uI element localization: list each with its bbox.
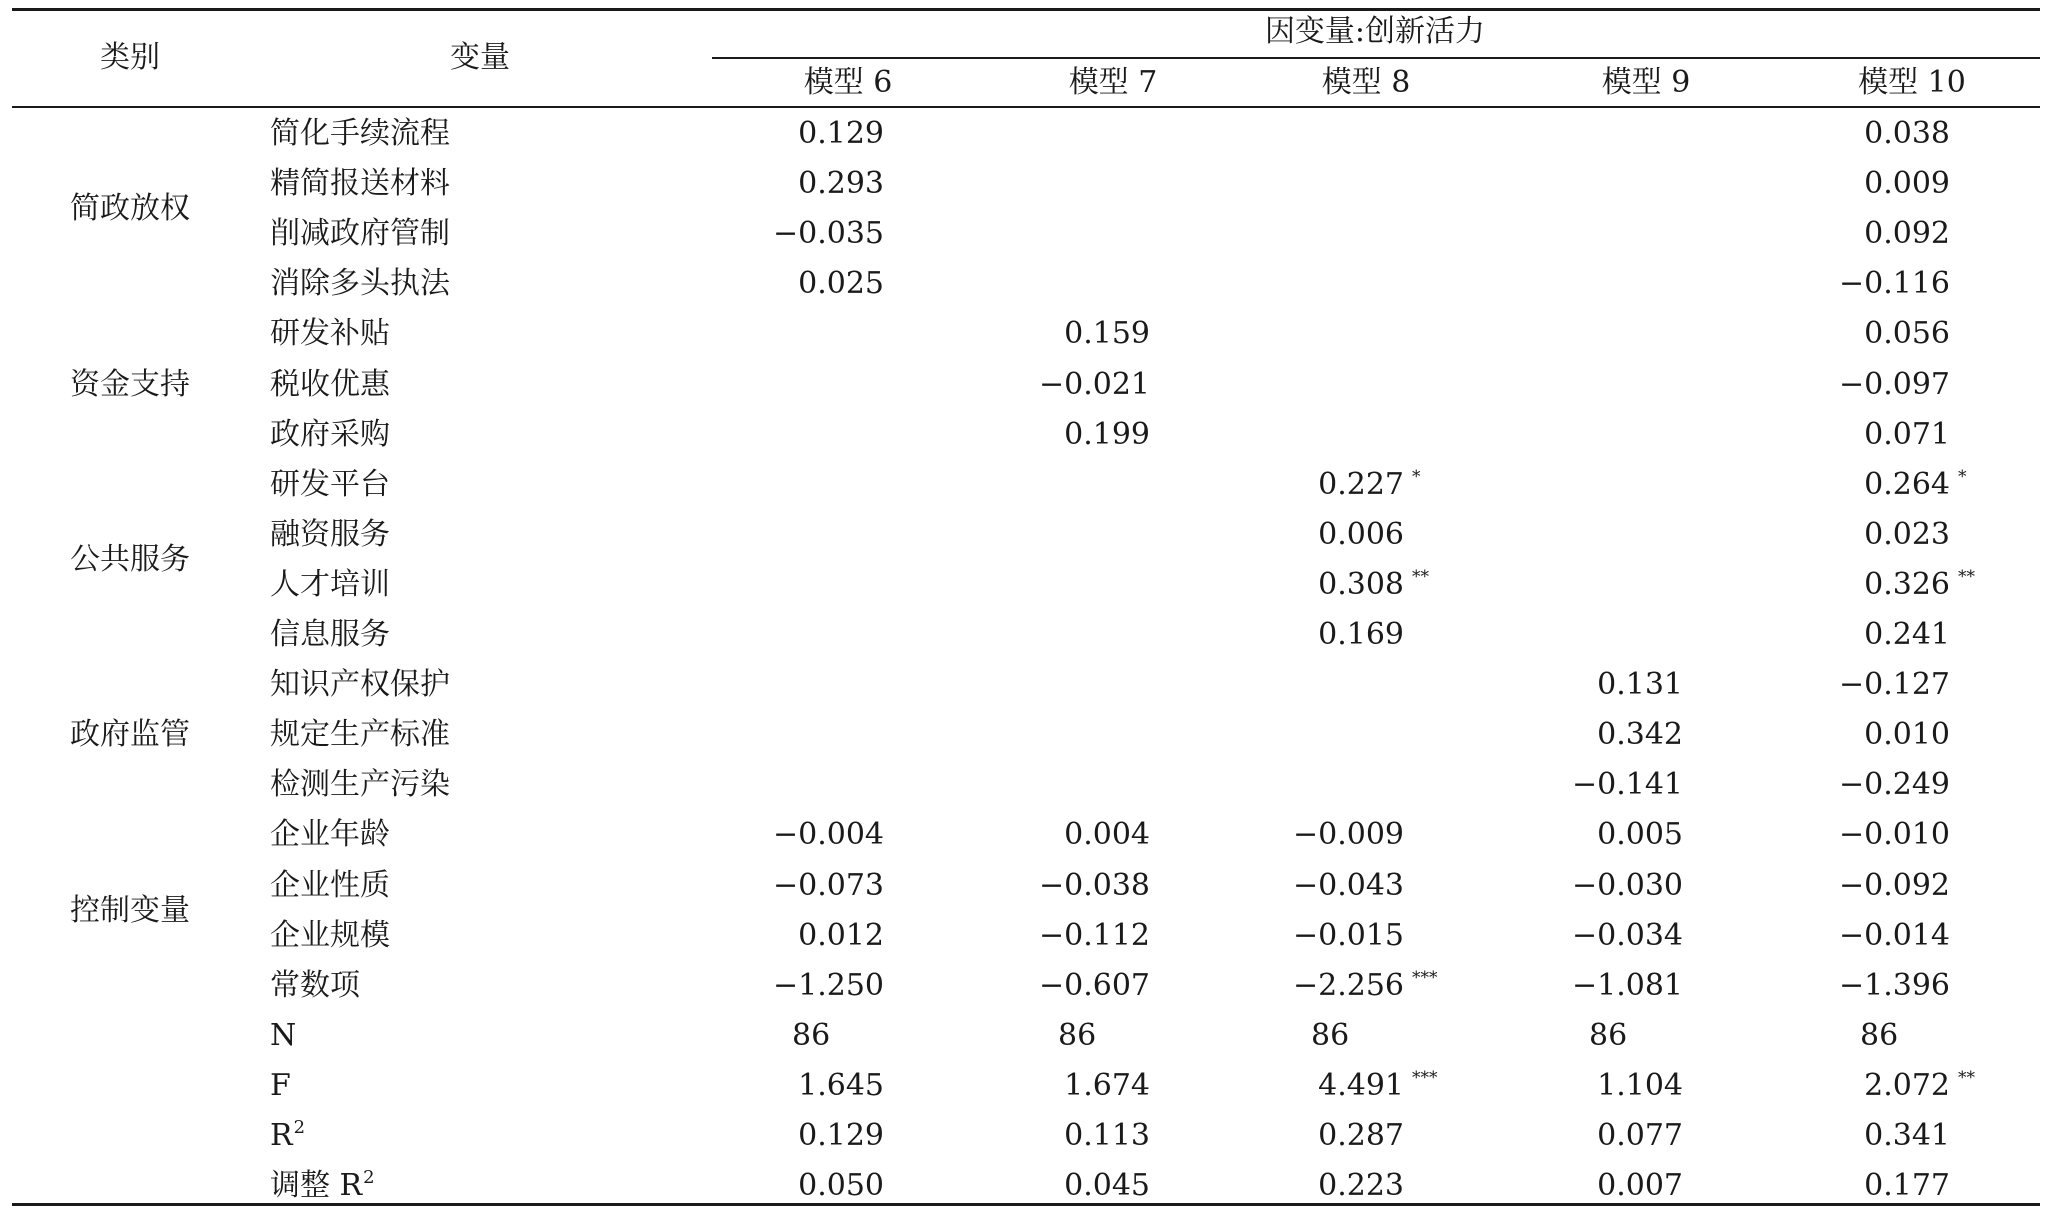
- value-cell: −0.249: [1838, 767, 1950, 803]
- value-cell: 0.005: [1597, 817, 1683, 853]
- variable-name: 常数项: [270, 967, 360, 1003]
- value-cell: 0.308: [1318, 566, 1404, 602]
- superscript: 2: [293, 1117, 306, 1138]
- value-cell: −1.081: [1571, 967, 1683, 1003]
- variable-name: $R^2$: [270, 1117, 306, 1153]
- value-cell: 0.326: [1864, 566, 1950, 602]
- value-cell: 0.010: [1864, 717, 1950, 753]
- variable-name: 企业性质: [270, 867, 390, 903]
- value-cell: −0.097: [1838, 366, 1950, 402]
- value-cell: −0.127: [1838, 667, 1950, 703]
- value-cell: 0.129: [798, 1118, 884, 1153]
- header-model-8: 模型 8: [1321, 65, 1411, 100]
- value-cell: 0.227: [1318, 466, 1404, 502]
- value-cell: 0.169: [1318, 617, 1404, 652]
- value-cell: 0.199: [1064, 416, 1150, 452]
- value-cell: 0.004: [1064, 817, 1150, 853]
- variable-name: 企业规模: [270, 917, 390, 953]
- header-model-7: 模型 7: [1068, 65, 1158, 100]
- value-cell: 86: [792, 1017, 831, 1053]
- value-cell: 86: [1589, 1017, 1628, 1053]
- value-cell: −0.004: [772, 817, 884, 853]
- value-cell: −0.015: [1292, 917, 1404, 953]
- value-cell: 0.131: [1597, 667, 1683, 703]
- value-cell: −1.396: [1838, 967, 1950, 1003]
- value-cell: 0.077: [1597, 1118, 1683, 1153]
- value-cell: 0.071: [1864, 416, 1950, 452]
- value-cell: −0.034: [1571, 917, 1683, 953]
- group-label: 简政放权: [70, 191, 190, 227]
- header-model-10: 模型 10: [1858, 65, 1966, 100]
- value-cell: −0.010: [1838, 817, 1950, 853]
- variable-name: 精简报送材料: [270, 166, 450, 202]
- variable-name: 简化手续流程: [270, 116, 450, 151]
- group-label: 资金支持: [70, 366, 190, 402]
- variable-name: N: [270, 1017, 297, 1053]
- value-cell: 0.113: [1064, 1118, 1150, 1153]
- value-cell: 0.177: [1864, 1168, 1950, 1204]
- value-cell: 0.025: [798, 266, 884, 302]
- variable-name: 消除多头执法: [270, 266, 450, 302]
- header-sub-rule: [712, 57, 2040, 59]
- significance-marker: *: [1958, 466, 1967, 487]
- value-cell: 0.264: [1864, 466, 1950, 502]
- value-cell: −0.043: [1292, 867, 1404, 903]
- value-cell: −0.038: [1038, 867, 1150, 903]
- value-cell: 0.056: [1864, 316, 1950, 352]
- variable-name: 融资服务: [270, 516, 390, 552]
- group-label: 政府监管: [70, 717, 190, 753]
- header-model-6: 模型 6: [803, 65, 893, 100]
- value-cell: 0.241: [1864, 617, 1950, 652]
- value-cell: −0.116: [1838, 266, 1950, 302]
- value-cell: 0.007: [1597, 1168, 1683, 1204]
- value-cell: 1.645: [798, 1067, 884, 1103]
- value-cell: −0.014: [1838, 917, 1950, 953]
- value-cell: 86: [1058, 1017, 1097, 1053]
- value-cell: −0.021: [1038, 366, 1150, 402]
- header-model-9: 模型 9: [1601, 65, 1691, 100]
- value-cell: 0.159: [1064, 316, 1150, 352]
- group-label: 公共服务: [70, 541, 190, 577]
- header-bottom-rule: [12, 106, 2040, 108]
- value-cell: 1.674: [1064, 1067, 1150, 1103]
- value-cell: −0.141: [1571, 767, 1683, 803]
- variable-name: F: [270, 1067, 291, 1103]
- value-cell: 0.341: [1864, 1118, 1950, 1153]
- variable-name: 研发补贴: [270, 316, 390, 352]
- value-cell: −0.092: [1838, 867, 1950, 903]
- value-cell: −0.030: [1571, 867, 1683, 903]
- variable-name: 检测生产污染: [270, 767, 450, 803]
- variable-name: 人才培训: [270, 566, 390, 602]
- value-cell: 0.006: [1318, 516, 1404, 552]
- header-variable: 变量: [450, 40, 510, 75]
- significance-marker: **: [1958, 566, 1975, 587]
- significance-marker: ***: [1412, 967, 1438, 988]
- value-cell: 1.104: [1597, 1067, 1683, 1103]
- significance-marker: *: [1412, 466, 1421, 487]
- value-cell: 0.223: [1318, 1168, 1404, 1204]
- variable-name: 知识产权保护: [270, 667, 450, 703]
- value-cell: −0.073: [772, 867, 884, 903]
- value-cell: −0.035: [772, 216, 884, 252]
- value-cell: 0.293: [798, 166, 884, 202]
- variable-name: 企业年龄: [270, 817, 390, 853]
- value-cell: 4.491: [1318, 1067, 1404, 1103]
- value-cell: 86: [1860, 1017, 1899, 1053]
- superscript: 2: [363, 1167, 375, 1189]
- value-cell: 0.342: [1597, 717, 1683, 753]
- value-cell: −0.112: [1038, 917, 1150, 953]
- value-cell: −2.256: [1292, 967, 1404, 1003]
- variable-name: 调整 $R^2$: [270, 1167, 375, 1204]
- value-cell: 0.092: [1864, 216, 1950, 252]
- variable-name: 研发平台: [270, 466, 390, 502]
- value-cell: −0.607: [1038, 967, 1150, 1003]
- variable-name: 税收优惠: [270, 366, 390, 402]
- table-top-rule: [12, 8, 2040, 11]
- header-dependent-variable: 因变量:创新活力: [1264, 14, 1486, 49]
- header-category: 类别: [100, 40, 160, 75]
- variable-name: 政府采购: [270, 416, 390, 452]
- value-cell: 0.009: [1864, 166, 1950, 202]
- variable-name: 信息服务: [270, 617, 390, 652]
- value-cell: 0.129: [798, 116, 884, 151]
- value-cell: 86: [1311, 1017, 1350, 1053]
- value-cell: 0.050: [798, 1168, 884, 1204]
- group-label: 控制变量: [70, 892, 190, 928]
- value-cell: −0.009: [1292, 817, 1404, 853]
- variable-name: 规定生产标准: [270, 717, 450, 753]
- value-cell: −1.250: [772, 967, 884, 1003]
- value-cell: 2.072: [1864, 1067, 1950, 1103]
- value-cell: 0.287: [1318, 1118, 1404, 1153]
- significance-marker: **: [1412, 566, 1429, 587]
- significance-marker: **: [1958, 1067, 1975, 1088]
- value-cell: 0.038: [1864, 116, 1950, 151]
- significance-marker: ***: [1412, 1067, 1438, 1088]
- value-cell: 0.012: [798, 917, 884, 953]
- value-cell: 0.045: [1064, 1168, 1150, 1204]
- value-cell: 0.023: [1864, 516, 1950, 552]
- variable-name: 削减政府管制: [270, 216, 450, 252]
